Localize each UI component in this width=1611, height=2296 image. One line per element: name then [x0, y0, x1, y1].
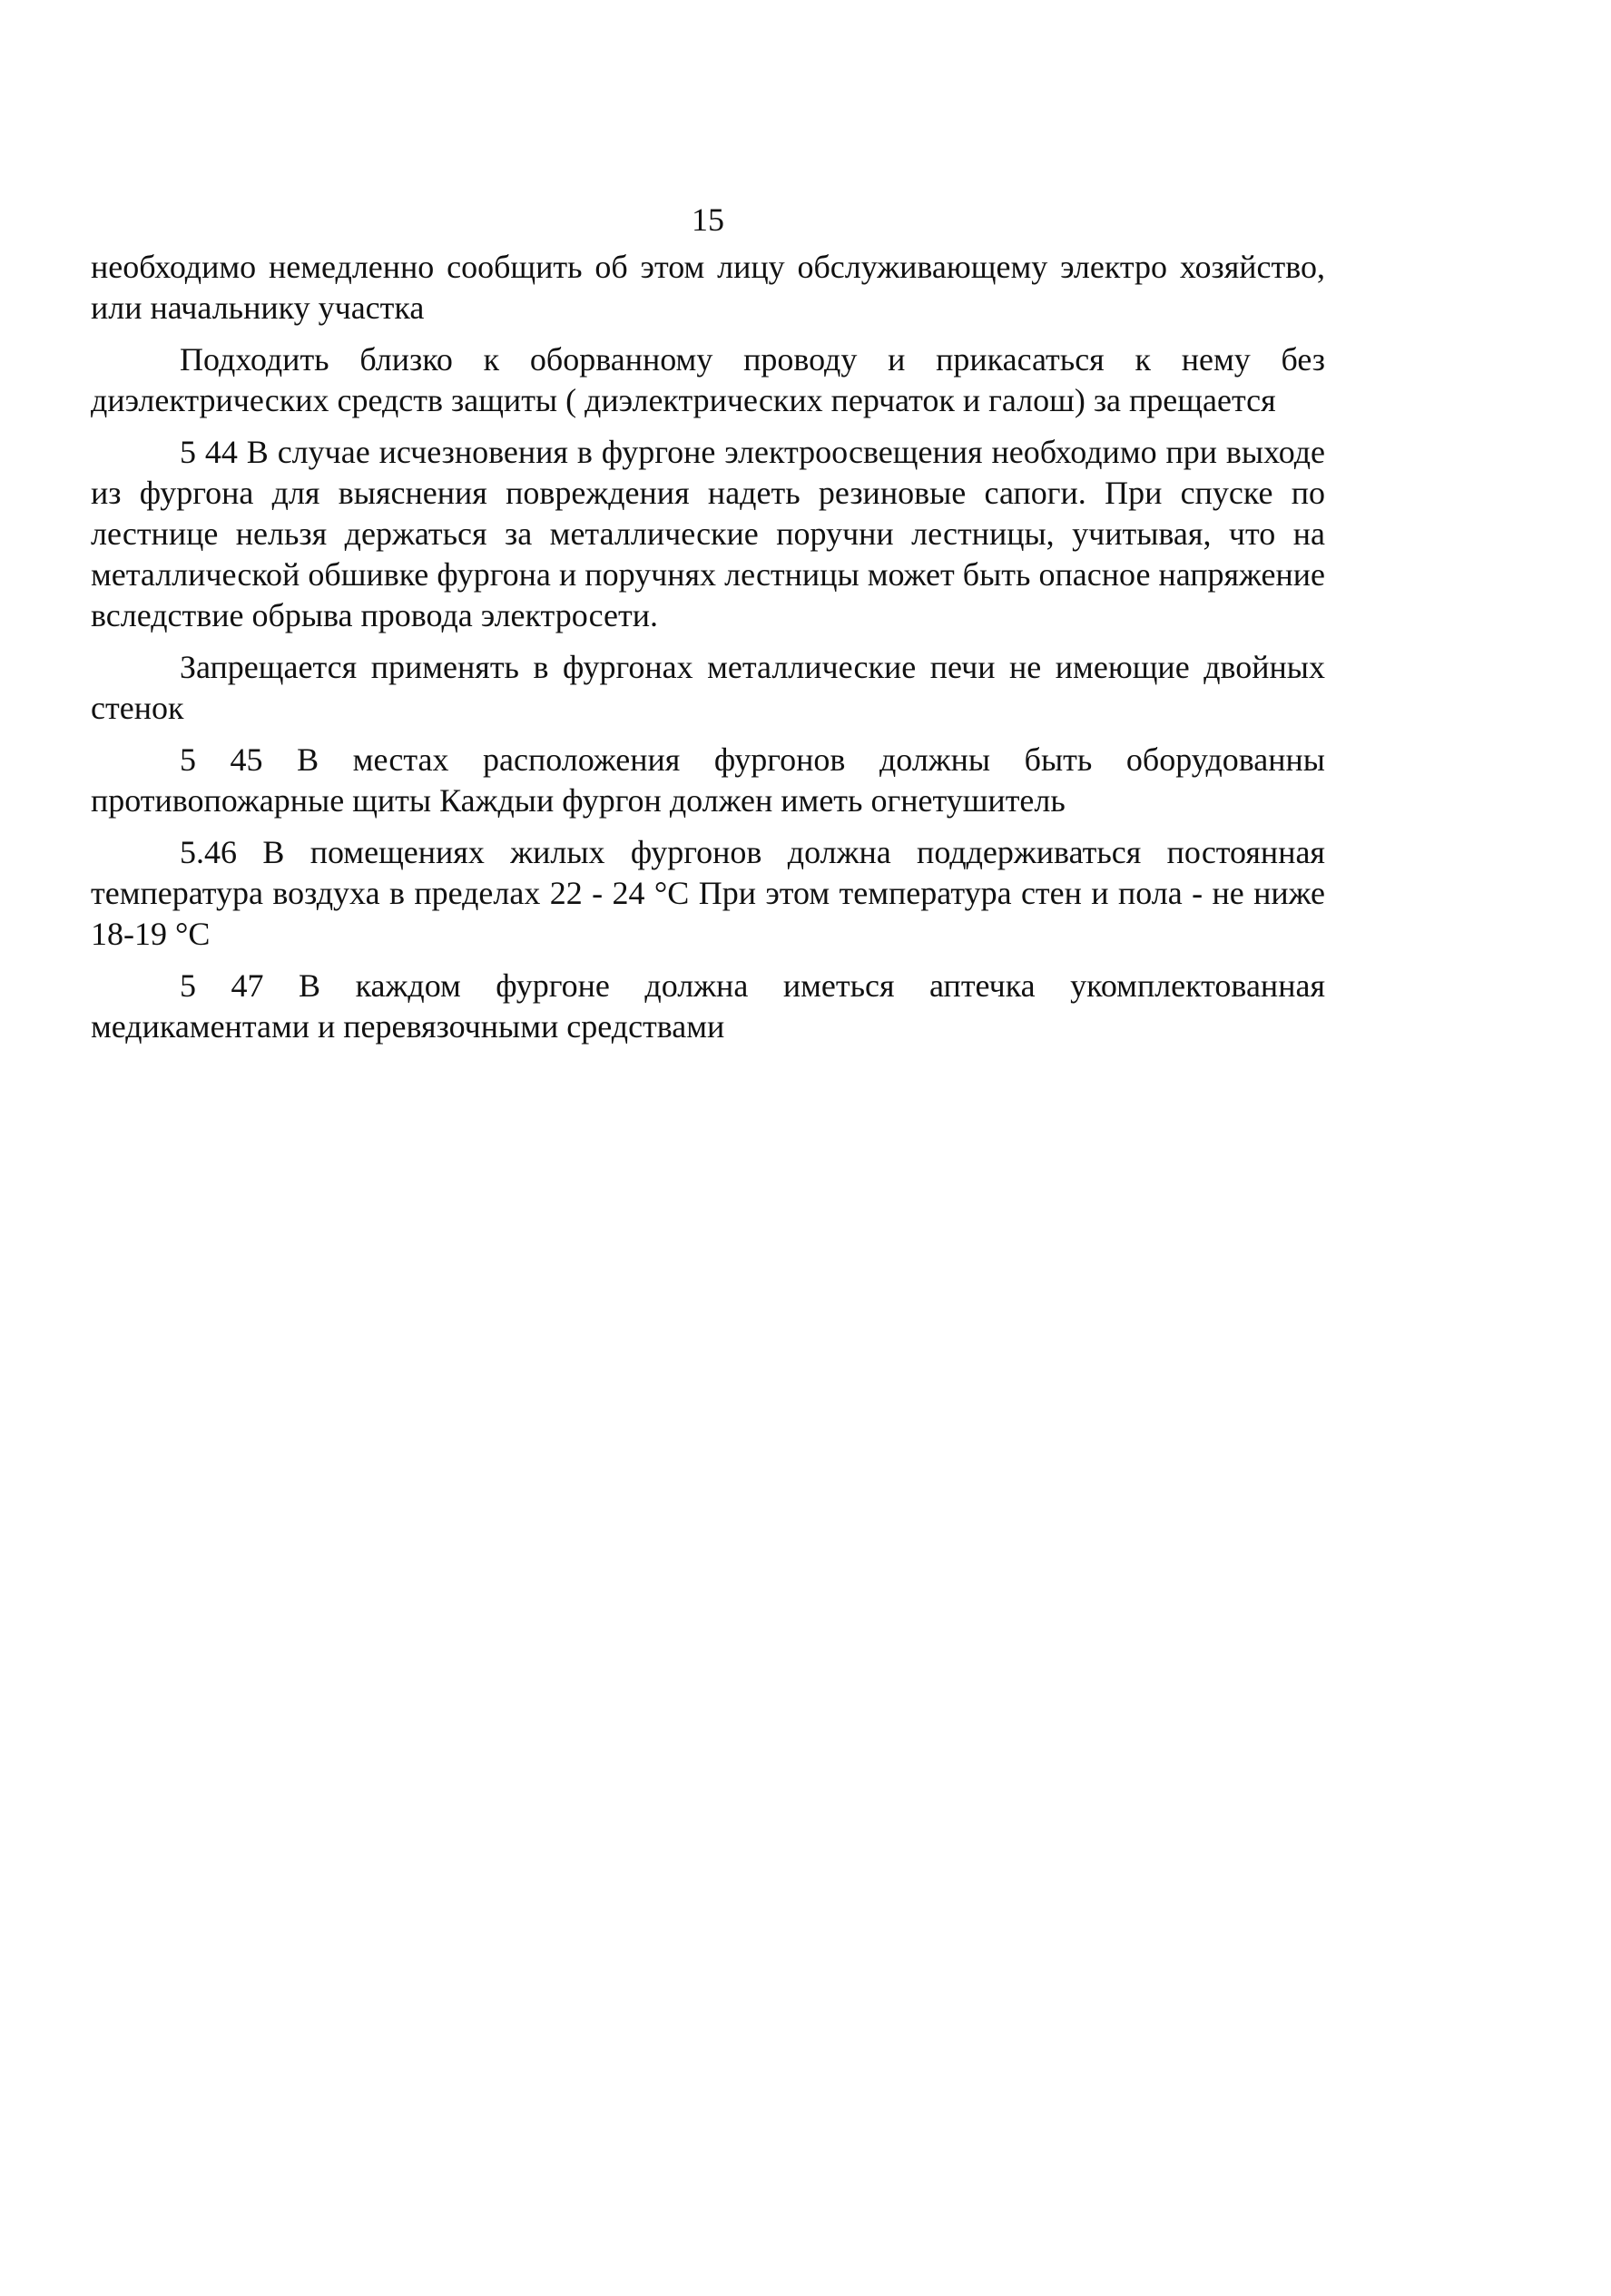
paragraph-broken-wire-warning: Подходить близко к оборванному проводу и прикасаться к нему без диэлектрических средств защиты ( диэлектрических перчаток и галош) за прещается — [91, 341, 1325, 418]
paragraph-stoves-prohibition: Запрещается применять в фургонах металлические печи не имеющие двойных стенок — [91, 649, 1325, 726]
page-number: 15 — [692, 201, 724, 238]
paragraph-5-47: 5 47 В каждом фургоне должна иметься аптечка укомплектованная медикаментами и перевязочными средствами — [91, 967, 1325, 1045]
paragraph-continuation: необходимо немедленно сообщить об этом лицу обслуживающему электро хозяйство, или начальнику участка — [91, 249, 1325, 326]
paragraph-5-44: 5 44 В случае исчезновения в фургоне электроосвещения необходимо при выходе из фургона для выяснения повреждения надеть резиновые сапоги. При спуске по лестнице нельзя держаться за металлические поручни лестницы, учитывая, что на металлической обшивке фургона и поручнях лестницы может быть опасное напряжение вследствие обрыва провода электросети. — [91, 434, 1325, 633]
document-body — [91, 247, 1325, 1047]
paragraph-5-45: 5 45 В местах расположения фургонов должны быть оборудованны противопожарные щиты Каждыи фургон должен иметь огнетушитель — [91, 741, 1325, 819]
paragraph-5-46: 5.46 В помещениях жилых фургонов должна поддерживаться постоянная температура воздуха в пределах 22 - 24 °С При этом температура стен и пола - не ниже 18-19 °С — [91, 834, 1325, 952]
